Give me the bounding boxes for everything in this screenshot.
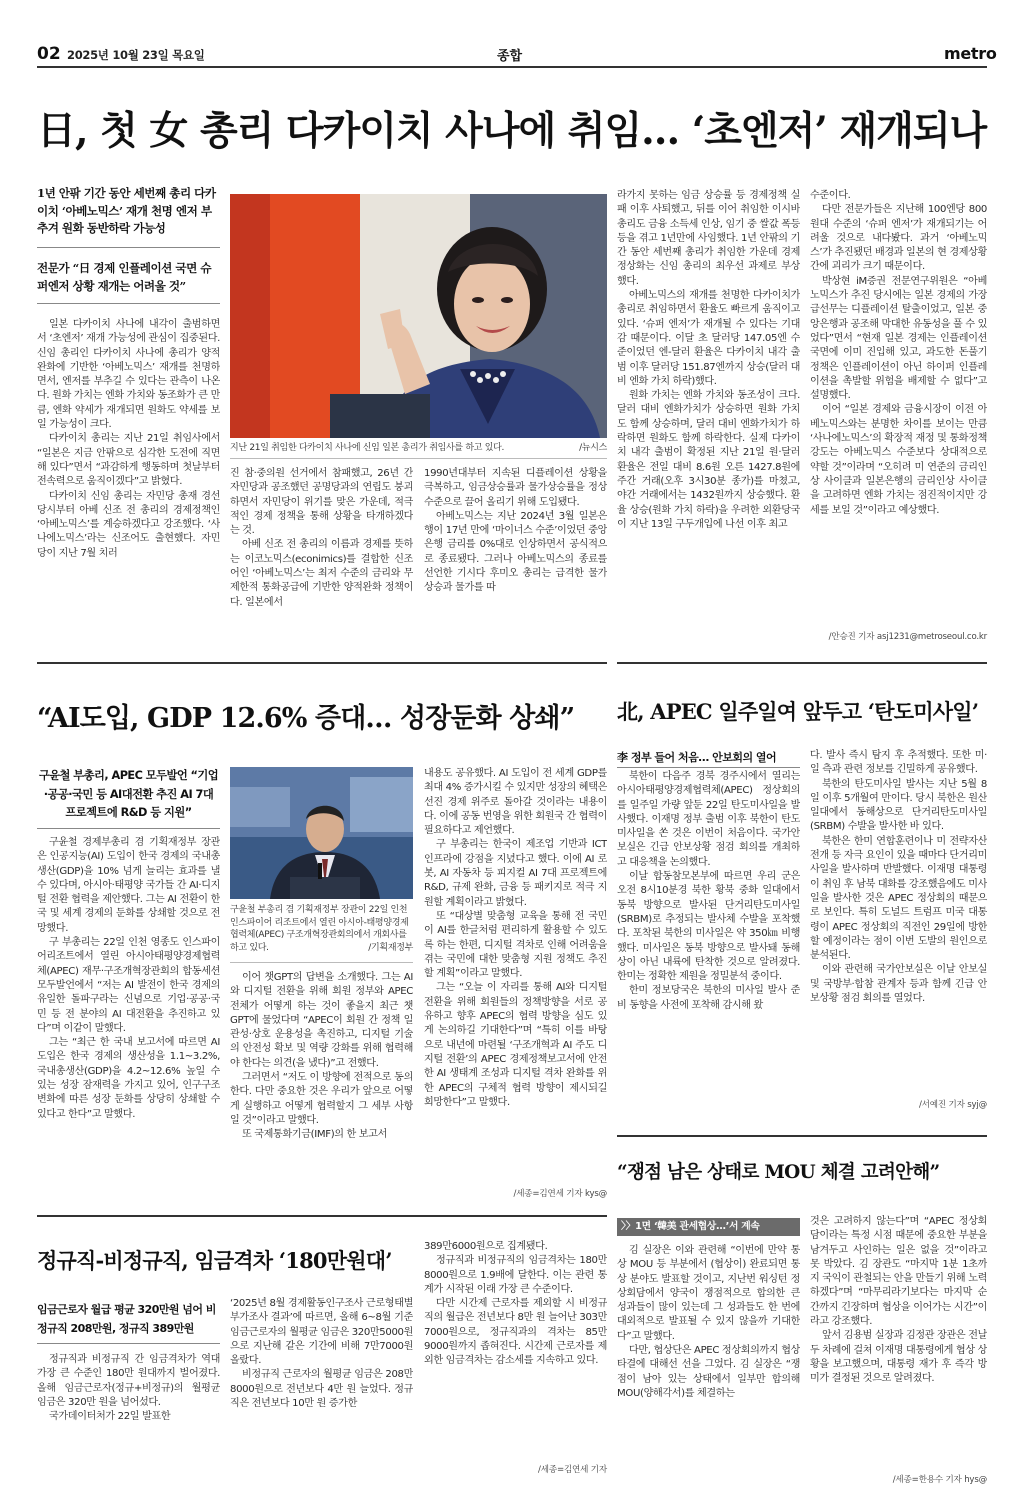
paragraph: 아베노믹스의 재개를 천명한 다카이치가 총리로 취임하면서 환율도 빠르게 움직이고 있다. ‘슈퍼 엔저’가 재개될 수 있다는 기대감 때문이다. 이달 초 달러당 147.05엔 수준이었던 엔-달러 환율은 다카이치 내각 출범 이후 달러당 151.87엔까지 상승(달러 대비 엔화 가치 하락)했다. — [617, 290, 800, 387]
article3-byline: /서예진 기자 syj@ — [918, 1100, 987, 1110]
caption-text: 지난 21일 취임한 다카이치 사나에 신임 일본 총리가 취임사를 하고 있다. — [230, 443, 505, 453]
paragraph: 국가데이터처가 22일 발표한 — [49, 1411, 171, 1423]
paragraph: 다만 시간제 근로자를 제외할 시 비정규직의 월급은 전년보다 8만 원 늘어난 303만7000원으로, 정규직과의 격차는 85만9000원까지 좁혀진다. 시간제 근로자를 제외한 임금격차는 감소세를 지속하고 있다. — [424, 1298, 607, 1367]
paragraph: 다카이치 총리는 지난 21일 취임사에서 “일본은 지금 안팎으로 심각한 도전에 직면해 있다”면서 “과감하게 행동하며 첫날부터 전속력으로 움직이겠다”고 밝혔다. — [37, 433, 220, 488]
paragraph: 구 부총리는 22일 인천 영종도 인스파이어리조트에서 열린 아시아태평양경제협력체(APEC) 재무·구조개혁장관회의 합동세션 모두발언에서 “저는 AI 발전이 한국 경제의 유일한 돌파구라는 신념으로 기업·공공·국민 등 전 분야의 AI 대전환을 추진하고 있다”며 이같이 말했다. — [37, 937, 220, 1034]
article2-photo — [230, 767, 413, 899]
logo-text: metro — [944, 44, 997, 63]
paragraph: 이날 합동참모본부에 따르면 우리 군은 오전 8시10분경 북한 황북 중화 일대에서 동북 방향으로 발사된 단거리탄도미사일(SRBM)로 추정되는 발사체 수발을 포착했다. 포착된 북한의 미사일은 약 350㎞ 비행했다. 미사일은 동북 방향으로 발사돼 동해상이 아닌 내륙에 탄착한 것으로 알려졌다. 한미는 정확한 제원을 정밀분석 중이다. — [617, 871, 800, 983]
article1-col2 — [230, 467, 413, 645]
section-rule — [37, 662, 607, 664]
paragraph: 1990년대부터 지속된 디플레이션 상황을 극복하고, 임금상승률과 물가상승률을 정상 수준으로 끌어 올리기 위해 도입됐다. — [424, 468, 607, 508]
article4-tag: 〉〉1면 ‘韓美 관세협상…’서 계속 — [617, 1218, 800, 1236]
paragraph: 이어 “일본 경제와 금융시장이 이전 아베노믹스와는 분명한 차이를 보이는 만큼 ‘사나에노믹스’의 확장적 재정 및 통화정책 강도는 아베노믹스 수준보다 상대적으로 약할 것”이라며 “오히려 미 연준의 금리인상 사이클과 일본은행의 금리인상 사이클을 고려하면 엔화 가치는 점진적이지만 강세를 보일 것”이라고 예상했다. — [810, 404, 987, 516]
article3-col2 — [810, 749, 987, 1092]
photo-credit: /뉴시스 — [579, 443, 607, 453]
paragraph: 김 실장은 이와 관련해 “이번에 만약 통상 MOU 등 부분에서 (협상이) 완료되면 통상 분야도 발표할 것이고, 지난번 워싱턴 정상회담에서 양국이 쟁점적으로 합의한 큰 성과들이 많이 있는데 그 성과들도 한 번에 대외적으로 발표될 수 있지 않을까 기대한다”고 말했다. — [617, 1245, 800, 1342]
paragraph: 아베노믹스는 지난 2024년 3월 일본은행이 17년 만에 ‘마이너스 수준’이었던 중앙은행 금리를 0%대로 인상하면서 공식적으로 종료됐다. 그러나 아베노믹스의 종료를 선언한 기시다 후미오 총리는 급격한 물가 상승과 물가를 따 — [424, 510, 607, 594]
paragraph: 구윤철 경제부총리 겸 기획재정부 장관은 인공지능(AI) 도입이 한국 경제의 국내총생산(GDP)을 10% 넘게 늘리는 효과를 낼 수 있다며, 아시아·태평양 국가들 간 AI·디지털 전환 협력을 제안했다. 그는 AI 전환이 한국 및 세계 경제의 둔화를 상쇄할 것으로 전망했다. — [37, 837, 220, 934]
paragraph: 일본 다카이치 사나에 내각이 출범하면서 ‘초엔저’ 재개 가능성에 관심이 집중된다. 신임 총리인 다카이치 사나에 총리가 양적 완화에 기반한 ‘아베노믹스’ 재개를 천명하면서, 엔저를 부추길 수 있다는 관측이 나온다. 원화 가치는 엔화 가치와 동조화가 큰 만큼, 엔화 약세가 재개되면 원화도 약세를 보일 가능성이 크다. — [37, 319, 220, 431]
paragraph: ‘2025년 8월 경제활동인구조사 근로형태별 부가조사 결과’에 따르면, 올해 6~8월 기준 임금근로자의 월평균 임금은 320만5000원으로 지난해 같은 기간에 비해 7만7000원 올랐다. — [230, 1298, 413, 1367]
article5-byline: /세종=김연세 기자 — [538, 1465, 607, 1475]
paragraph: 내용도 공유했다. AI 도입이 전 세계 GDP를 최대 4% 증가시킬 수 있지만 성장의 혜택은 선진 경제 위주로 돌아갈 것이라는 내용이다. 이에 공동 번영을 위한 회원국 간 협력이 필요하다고 제언했다. — [424, 768, 607, 837]
article3-deck: 李 정부 들어 처음… 안보회의 열어 — [617, 751, 777, 764]
article5-col1 — [37, 1353, 220, 1473]
article1-deck: 1년 안팎 기간 동안 세번째 총리 다카이치 ‘아베노믹스’ 재개 천명 엔저 부추겨 원화 동반하락 가능성 — [37, 186, 216, 235]
article2-deck: 구윤철 부총리, APEC 모두발언 “기업·공공·국민 등 AI대전환 추진 AI 7대 프로젝트에 R&D 등 지원” — [38, 769, 219, 819]
paragraph: 다카이치 신임 총리는 자민당 총재 경선 당시부터 아베 신조 전 총리의 경제정책인 ‘아베노믹스’를 계승하겠다고 강조했다. ‘사나에노믹스’라는 신조어도 출현했다. 자민당이 지난 7월 치러 — [37, 490, 220, 559]
article5-deck: 임금근로자 월급 평균 320만원 넘어 비정규직 208만원, 정규직 389만원 — [37, 1303, 216, 1335]
deck-divider — [37, 303, 220, 304]
section-rule — [617, 662, 987, 664]
metro-logo — [944, 44, 997, 63]
article4-headline: “쟁점 남은 상태로 MOU 체결 고려안해” — [617, 1162, 940, 1183]
article1-col1 — [37, 318, 220, 643]
paragraph: 아베 신조 전 총리의 이름과 경제를 뜻하는 이코노믹스(econimics)를 결합한 신조어인 ‘아베노믹스’는 최저 수준의 금리와 무제한적 통화공급에 기반한 양적완화 정책이다. 일본에서 — [230, 539, 413, 608]
paragraph: 비정규직 근로자의 월평균 임금은 208만8000원으로 전년보다 4만 원 늘었다. 정규직은 전년보다 10만 원 증가한 — [230, 1369, 413, 1410]
article1-headline: 日, 첫 女 총리 다카이치 사나에 취임… ‘초엔저’ 재개되나 — [37, 108, 987, 154]
article1-photo-caption — [230, 442, 607, 455]
article5-col3 — [424, 1240, 607, 1460]
paragraph: 수준이다. — [810, 190, 851, 201]
paragraph: 앞서 김용범 실장과 김정관 장관은 전날 두 차례에 걸쳐 이재명 대통령에게 협상 상황을 보고했으며, 대통령 재가 후 즉각 방미가 결정된 것으로 알려졌다. — [810, 1330, 987, 1385]
paragraph: 다. 발사 즉시 탐지 후 추적했다. 또한 미·일 측과 관련 정보를 긴밀하게 공유했다. — [810, 750, 987, 776]
page-number: 02 — [37, 44, 61, 64]
article2-photo-caption — [230, 904, 413, 954]
article5-col2 — [230, 1297, 413, 1475]
caption-rule — [230, 458, 607, 459]
paragraph: 389만6000원으로 집계됐다. — [424, 1241, 548, 1252]
article2-headline: “AI도입, GDP 12.6% 증대… 성장둔화 상쇄” — [37, 703, 575, 734]
paragraph: 한미 정보당국은 북한의 미사일 발사 준비 동향을 사전에 포착해 감시해 왔 — [617, 985, 800, 1011]
paragraph: 정규직과 비정규직 간 임금격차가 역대 가장 큰 수준인 180만 원대까지 벌어졌다. 올해 임금근로자(정규+비정규)의 월평균 임금은 320만 원을 넘어섰다. — [37, 1354, 220, 1408]
paragraph: 구 부총리는 한국이 제조업 기반과 ICT 인프라에 강점을 지녔다고 했다. 이에 AI 로봇, AI 자동차 등 피지컬 AI 7대 프로젝트에 R&D, 규제 완화, 금융 등 패키지로 적극 지원할 계획이라고 밝혔다. — [424, 839, 607, 908]
article1-col3 — [424, 467, 607, 645]
section-title: 종합 — [497, 49, 523, 64]
paragraph: 또 “대상별 맞춤형 교육을 통해 전 국민이 AI를 한글처럼 편리하게 활용할 수 있도록 하는 한편, 디지털 격차로 인해 어려움을 겪는 국민에 대한 맞춤형 지원 정책도 추진할 계획”이라고 말했다. — [424, 910, 607, 980]
paragraph: 것은 고려하지 않는다”며 “APEC 정상회담이라는 특정 시점 때문에 중요한 부분을 남겨두고 사인하는 일은 없을 것”이라고 못 박았다. 김 장관도 “마지막 1분 1초까지 국익이 관철되는 안을 만들기 위해 노력하겠다”며 “마무리라기보다는 마지막 순간까지 긴장하며 협상을 이어가는 시간”이라고 강조했다. — [810, 1216, 987, 1328]
paragraph: 북한의 탄도미사일 발사는 지난 5월 8일 이후 5개월여 만이다. 당시 북한은 원산 일대에서 동해상으로 단거리탄도미사일(SRBM) 수발을 발사한 바 있다. — [810, 778, 987, 833]
article1-col4 — [617, 189, 800, 645]
deck-divider — [37, 247, 220, 248]
issue-date: 2025년 10월 23일 목요일 — [67, 48, 205, 62]
paragraph: 그러면서 “저도 이 방향에 전적으로 동의한다. 다만 중요한 것은 우리가 앞으로 어떻게 실행하고 어떻게 협력할지 그 세부 사항일 것”이라고 말했다. — [230, 1072, 413, 1126]
paragraph: 원화 가치는 엔화 가치와 동조성이 크다. 달러 대비 엔화가치가 상승하면 원화 가치도 함께 상승하며, 달러 대비 엔화가치가 하락하면 원화도 함께 하락한다. 실제 다카이치 내각 출범이 확정된 지난 21일 원·달러 환율은 전일 대비 8.6원 오른 1427.8원에 주간 거래(오후 3시30분 종가)를 마쳤고, 야간 거래에서는 1432원까지 상승했다. 환율 상승(원화 가치 하락)을 우려한 외환당국이 지난 13일 구두개입에 나선 이후 최고 — [617, 390, 800, 530]
paragraph: 그는 “최근 한 국내 보고서에 따르면 AI 도입은 한국 경제의 생산성을 1.1~3.2%, 국내총생산(GDP)을 4.2~12.6% 높일 수 있는 성장 잠재력을 가지고 있어, 인구구조 변화에 따른 성장 둔화를 상당히 상쇄할 수 있다고 한다”고 말했다. — [37, 1037, 220, 1120]
article2-byline: /세종=김연세 기자 kys@ — [513, 1189, 607, 1199]
article4-byline: /세종=한용수 기자 hys@ — [892, 1475, 987, 1485]
header-rule — [37, 66, 987, 68]
article2-col1 — [37, 836, 220, 1201]
paragraph: 라가지 못하는 임금 상승률 등 경제정책 실패 이후 사퇴했고, 뒤를 이어 취임한 이시바 총리도 금융 소득세 인상, 임기 중 쌀값 폭등 등을 겪고 1년만에 사임했다. 1년 안팎의 기간 동안 세번째 총리가 취임한 가운데 경제 정상화는 신임 총리의 최우선 과제로 부상했다. — [617, 190, 800, 287]
photo-koo-yun-cheol — [230, 767, 413, 899]
paragraph: 또 국제통화기금(IMF)의 한 보고서 — [242, 1129, 387, 1141]
deck-divider — [37, 828, 220, 829]
photo-credit: /기획재정부 — [368, 942, 413, 953]
section-rule — [37, 1215, 607, 1217]
paragraph: 북한은 한미 연합훈련이나 미 전략자산 전개 등 자극 요인이 있을 때마다 단거리미사일을 발사하며 반발했다. 이재명 대통령이 취임 후 남북 대화를 강조했음에도 미사일을 발사한 것은 APEC 정상회의 때문으로 보인다. 특히 도널드 트럼프 미국 대통령이 APEC 정상회의 직전인 29일에 방한할 예정이라는 점이 이번 도발의 원인으로 분석된다. — [810, 835, 987, 962]
deck-divider — [617, 767, 800, 768]
paragraph: 다만 전문가들은 지난해 100엔당 800원대 수준의 ‘슈퍼 엔저’가 재개되기는 어려울 것으로 내다봤다. 과거 ‘아베노믹스’가 추진됐던 배경과 일본의 현 경제상황 간에 괴리가 크기 때문이다. — [810, 204, 987, 273]
article1-col5 — [810, 189, 987, 629]
paragraph: 다만, 협상단은 APEC 정상회의까지 협상 타결에 대해선 선을 그었다. 김 실장은 “쟁점이 남아 있는 상태에서 일부만 합의해 MOU(양해각서)를 체결하는 — [617, 1345, 800, 1399]
paragraph: 이어 챗GPT의 답변을 소개했다. 그는 AI와 디지털 전환을 위해 회원 정부와 APEC 전체가 어떻게 하는 것이 좋을지 최근 챗GPT에 물었다며 “APEC이 회원 간 정책 일관성·상호 운용성을 촉진하고, 디지털 기술의 안전성 확보 및 역량 강화를 위해 협력해야 한다는 의견(을 냈다)”고 전했다. — [230, 972, 413, 1069]
caption-rule — [230, 962, 413, 963]
article2-col2 — [230, 971, 413, 1201]
article1-photo — [230, 194, 607, 438]
deck-divider — [37, 1343, 220, 1344]
paragraph: 그는 “오늘 이 자리를 통해 AI와 디지털 전환을 위해 회원들의 정책방향을 서로 공유하고 향후 APEC의 협력 방향을 심도 있게 논의하길 기대한다”며 “특히 이를 바탕으로 내년에 마련될 ‘구조개혁과 AI 주도 디지털 전환’의 APEC 경제정책보고서에 안전한 AI 생태계 조성과 디지털 격차 완화를 위한 APEC의 구체적 협력 방향이 제시되길 희망한다”고 말했다. — [424, 982, 607, 1108]
article3-col1 — [617, 770, 800, 1113]
paragraph: 진 참·중의원 선거에서 참패했고, 26년 간 자민당과 공조했던 공명당과의 연립도 붕괴하면서 자민당이 위기를 맞은 가운데, 적극적인 경제 정책을 통해 상황을 타개하겠다는 것. — [230, 468, 413, 537]
paragraph: 정규직과 비정규직의 임금격차는 180만8000원으로 1.9배에 달한다. 이는 관련 통계가 시작된 이래 가장 큰 수준이다. — [424, 1255, 607, 1295]
article4-col2 — [810, 1215, 987, 1473]
article1-byline: /안승진 기자 asj1231@metroseoul.co.kr — [828, 632, 987, 642]
section-rule — [617, 1135, 987, 1137]
article5-headline: 정규직-비정규직, 임금격차 ‘180만원대’ — [37, 1248, 392, 1273]
article4-col1 — [617, 1244, 800, 1472]
paragraph: 박상현 iM증권 전문연구위원은 “아베노믹스가 추진 당시에는 일본 경제의 가장 급선무는 디플레이션 탈출이었고, 일본 중앙은행과 공조해 막대한 유동성을 풀 수 있었다”면서 “현재 일본 경제는 인플레이션 국면에 이미 진입해 있고, 과도한 돈풀기 정책은 인플레이션이 아닌 하이퍼 인플레이션을 촉발할 위험을 배제할 수 없다”고 설명했다. — [810, 275, 987, 402]
article1-deck2: 전문가 “日 경제 인플레이션 국면 슈퍼엔저 상황 재개는 어려울 것” — [37, 261, 212, 293]
article2-col3 — [424, 767, 607, 1185]
photo-takaichi — [230, 194, 607, 438]
caption-text: 구윤철 부총리 겸 기획재정부 장관이 22일 인천 인스파이어 리조트에서 열린 아시아-태평양경제협력체(APEC) 구조개혁장관회의에서 개회사를 하고 있다. — [230, 905, 409, 953]
paragraph: 북한이 다음주 경북 경주시에서 열리는 아시아태평양경제협력체(APEC) 정상회의를 일주일 가량 앞둔 22일 탄도미사일을 발사했다. 이재명 정부 출범 이후 북한이 탄도미사일을 쏜 것은 이번이 처음이다. 국가안보실은 긴급 안보상황 점검 회의를 개최하고 대응책을 논의했다. — [617, 771, 800, 868]
paragraph: 이와 관련해 국가안보실은 이날 안보실 및 국방부·합참 관계자 등과 함께 긴급 안보상황 점검 회의를 열었다. — [810, 964, 987, 1005]
article3-headline: 北, APEC 일주일여 앞두고 ‘탄도미사일’ — [617, 699, 979, 724]
